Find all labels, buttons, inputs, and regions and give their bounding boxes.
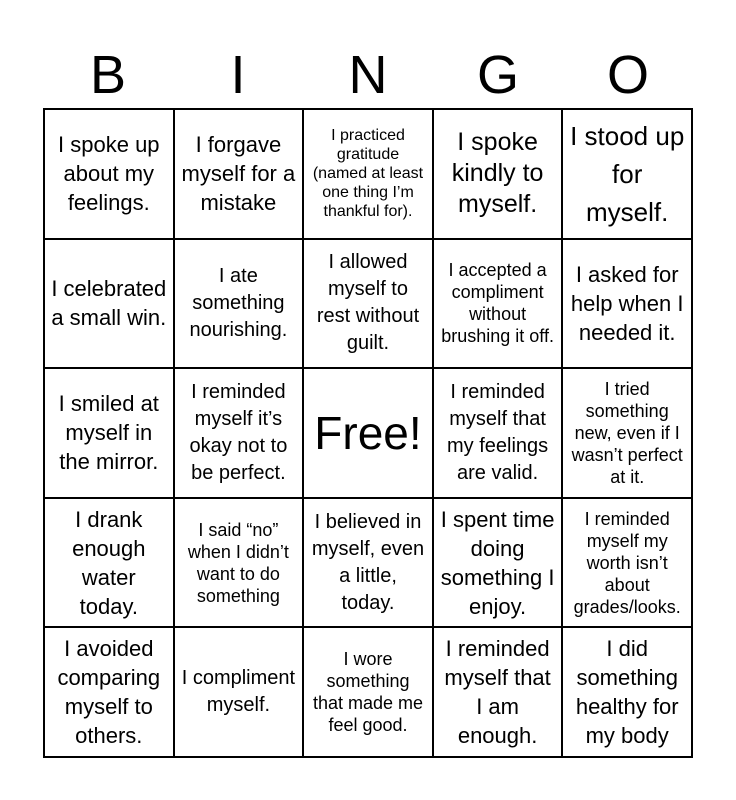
- header-letter-o: O: [606, 45, 649, 105]
- bingo-cell[interactable]: [303, 498, 433, 628]
- cell-text: I wore something that made me feel good.: [312, 649, 424, 736]
- header-letter-i: I: [230, 45, 246, 105]
- cell-text: I smiled at myself in the mirror.: [58, 391, 159, 475]
- cell-text: I did something healthy for my body: [575, 636, 679, 749]
- bingo-cell[interactable]: [433, 498, 563, 628]
- bingo-cell[interactable]: [44, 239, 174, 369]
- bingo-cell[interactable]: [562, 498, 692, 628]
- bingo-cell[interactable]: [433, 627, 563, 757]
- bingo-cell[interactable]: [303, 109, 433, 239]
- bingo-cell[interactable]: [174, 368, 304, 498]
- bingo-cell[interactable]: [44, 627, 174, 757]
- bingo-cell[interactable]: [174, 109, 304, 239]
- free-text: Free!: [314, 406, 422, 459]
- cell-text: I spoke up about my feelings.: [58, 132, 160, 216]
- cell-text: I drank enough water today.: [72, 506, 146, 619]
- cell-text: I celebrated a small win.: [51, 276, 167, 331]
- header-letter-g: G: [476, 45, 519, 105]
- bingo-cell[interactable]: [433, 109, 563, 239]
- cell-text: I reminded myself my worth isn’t about grades/looks.: [573, 508, 681, 617]
- cell-text: I spoke kindly to myself.: [451, 128, 544, 219]
- cell-text: I accepted a compliment without brushing it off.: [441, 260, 554, 347]
- bingo-cell[interactable]: [433, 239, 563, 369]
- cell-text: I avoided comparing myself to others.: [57, 636, 161, 749]
- bingo-cell[interactable]: [303, 239, 433, 369]
- cell-text: I forgave myself for a mistake: [181, 132, 296, 216]
- bingo-cell[interactable]: [303, 627, 433, 757]
- cell-text: I asked for help when I needed it.: [570, 261, 684, 345]
- cell-text: I believed in myself, even a little, today.: [311, 510, 425, 614]
- cell-text: I tried something new, even if I wasn’t perfect at it.: [571, 378, 683, 487]
- free-space[interactable]: [303, 368, 433, 498]
- bingo-cell[interactable]: [44, 109, 174, 239]
- cell-text: I reminded myself it’s okay not to be perfect.: [189, 380, 288, 484]
- bingo-cell[interactable]: [562, 239, 692, 369]
- bingo-grid: [43, 108, 693, 758]
- cell-text: I practiced gratitude (named at least one thing I’m thankful for).: [312, 127, 424, 221]
- bingo-header: [43, 44, 693, 106]
- header-letter-n: N: [348, 45, 388, 105]
- cell-text: I ate something nourishing.: [189, 264, 288, 341]
- cell-text: I reminded myself that my feelings are valid.: [447, 380, 549, 484]
- cell-text: I reminded myself that I am enough.: [444, 636, 551, 749]
- bingo-cell[interactable]: [433, 368, 563, 498]
- bingo-cell[interactable]: [562, 368, 692, 498]
- cell-text: I allowed myself to rest without guilt.: [316, 251, 420, 355]
- bingo-cell[interactable]: [44, 498, 174, 628]
- cell-text: I stood up for myself.: [570, 120, 685, 227]
- bingo-cell[interactable]: [562, 109, 692, 239]
- bingo-cell[interactable]: [174, 239, 304, 369]
- cell-text: I compliment myself.: [181, 667, 296, 717]
- bingo-cell[interactable]: [562, 627, 692, 757]
- cell-text: I spent time doing something I enjoy.: [440, 506, 555, 619]
- header-letter-b: B: [89, 45, 127, 105]
- bingo-cell[interactable]: [174, 498, 304, 628]
- bingo-cell[interactable]: [44, 368, 174, 498]
- cell-text: I said “no” when I didn’t want to do something: [187, 519, 289, 606]
- bingo-cell[interactable]: [174, 627, 304, 757]
